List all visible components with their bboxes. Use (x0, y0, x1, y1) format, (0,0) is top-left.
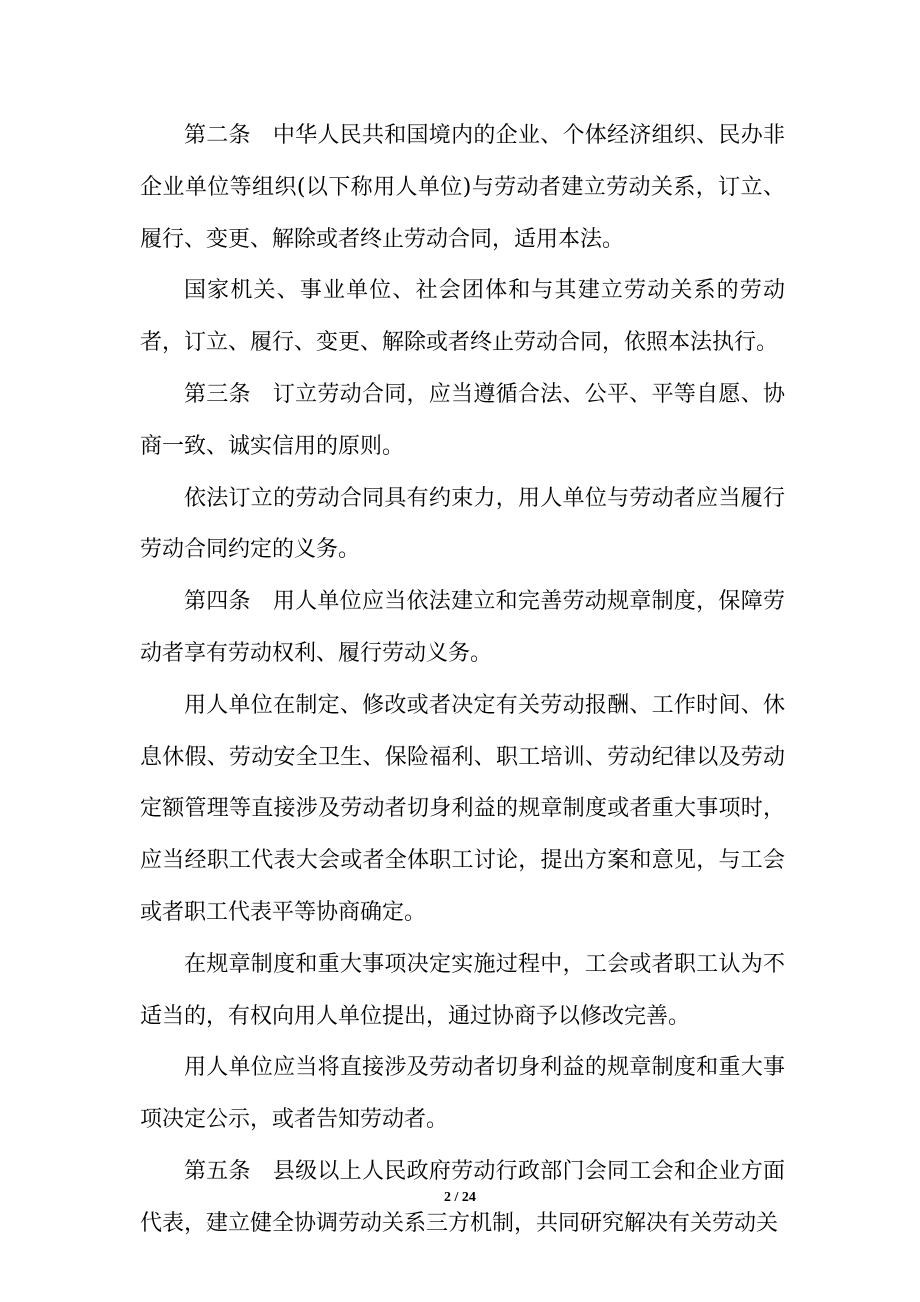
paragraph-2 (140, 265, 785, 369)
paragraph-7 (140, 939, 785, 1043)
paragraph-text: 用人单位在制定、修改或者决定有关劳动报酬、工作时间、休息休假、劳动安全卫生、保险福利、职工培训、劳动纪律以及劳动定额管理等直接涉及劳动者切身利益的规章制度或者重大事项时，应当经职工代表大会或者全体职工讨论，提出方案和意见，与工会或者职工代表平等协商确定。 (140, 692, 785, 925)
paragraph-6 (140, 680, 785, 939)
article-heading: 第四条 (184, 589, 251, 615)
paragraph-text: 在规章制度和重大事项决定实施过程中，工会或者职工认为不适当的，有权向用人单位提出，通过协商予以修改完善。 (140, 951, 785, 1029)
paragraph-text: 国家机关、事业单位、社会团体和与其建立劳动关系的劳动者，订立、履行、变更、解除或者终止劳动合同，依照本法执行。 (140, 278, 785, 356)
paragraph-text: 县级以上人民政府劳动行政部门会同工会和企业方面代表，建立健全协调劳动关系三方机制，共同研究解决有关劳动关 (140, 1158, 785, 1236)
paragraph-text: 中华人民共和国境内的企业、个体经济组织、民办非企业单位等组织(以下称用人单位)与劳动者建立劳动关系，订立、履行、变更、解除或者终止劳动合同，适用本法。 (140, 123, 785, 252)
page-number: 2 / 24 (444, 1190, 476, 1205)
paragraph-1 (140, 110, 785, 265)
paragraph-text: 订立劳动合同，应当遵循合法、公平、平等自愿、协商一致、诚实信用的原则。 (140, 381, 785, 459)
paragraph-8 (140, 1042, 785, 1146)
article-heading: 第三条 (184, 381, 251, 407)
paragraph-text: 用人单位应当将直接涉及劳动者切身利益的规章制度和重大事项决定公示，或者告知劳动者。 (140, 1055, 785, 1133)
paragraph-4 (140, 473, 785, 577)
paragraph-5 (140, 576, 785, 680)
paragraph-text: 依法订立的劳动合同具有约束力，用人单位与劳动者应当履行劳动合同约定的义务。 (140, 485, 785, 563)
paragraph-3 (140, 369, 785, 473)
document-body (140, 110, 785, 1250)
article-heading: 第五条 (184, 1158, 251, 1184)
paragraph-text: 用人单位应当依法建立和完善劳动规章制度，保障劳动者享有劳动权利、履行劳动义务。 (140, 589, 785, 666)
article-heading: 第二条 (184, 123, 251, 148)
